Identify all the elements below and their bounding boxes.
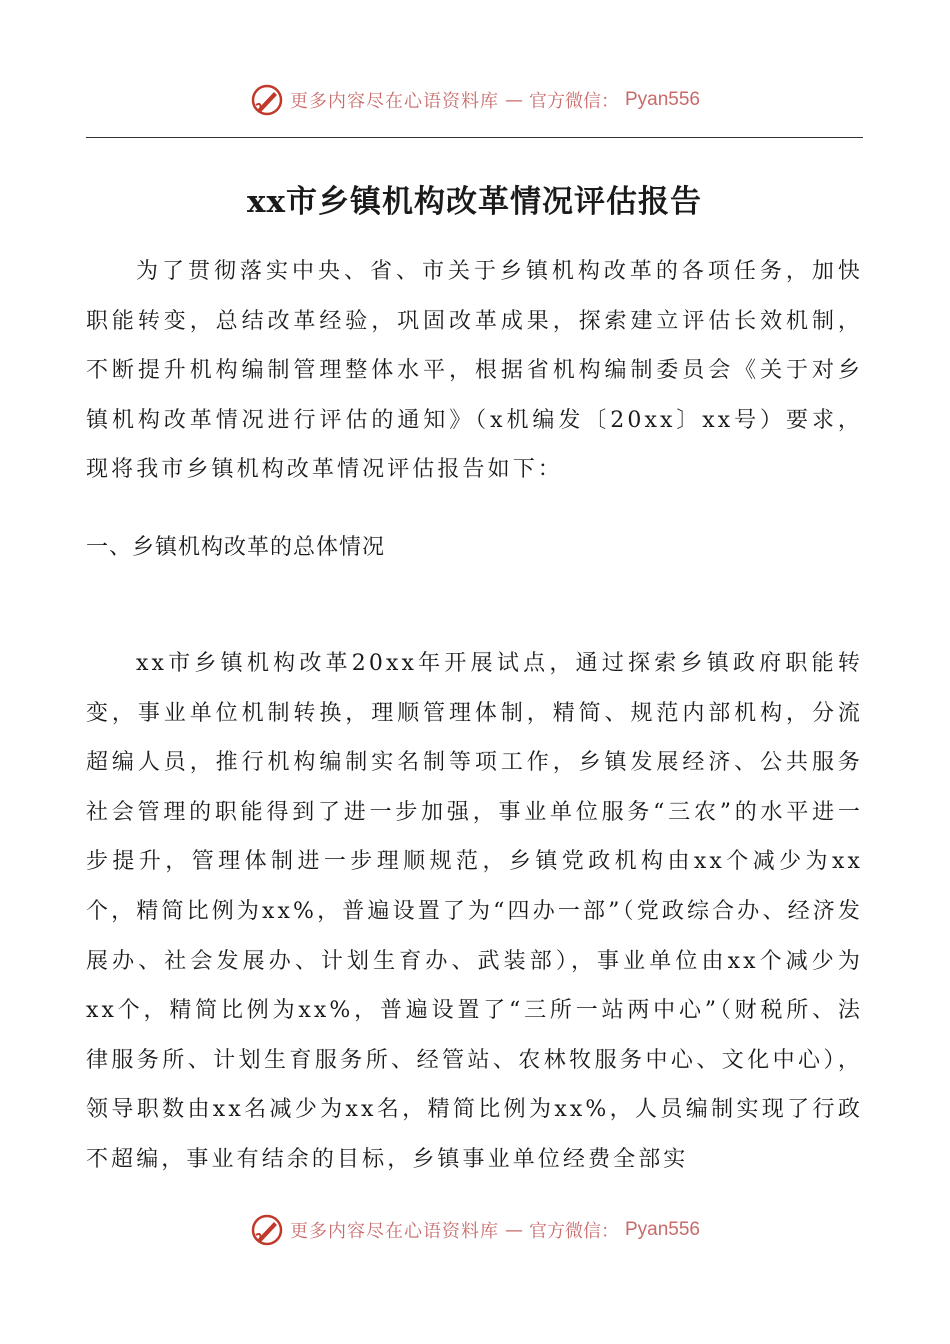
- body-paragraph: xx市乡镇机构改革20xx年开展试点，通过探索乡镇政府职能转变，事业单位机制转换，理顺管理体制，精简、规范内部机构，分流超编人员，推行机构编制实名制等项工作，乡镇发展经济、公共服务社会管理的职能得到了进一步加强，事业单位服务“三农”的水平进一步提升，管理体制进一步理顺规范，乡镇党政机构由xx个减少为xx个，精简比例为xx%，普遍设置了为“四办一部”（党政综合办、经济发展办、社会发展办、计划生育办、武装部），事业单位由xx个减少为xx个，精简比例为xx%，普遍设置了“三所一站两中心”（财税所、法律服务所、计划生育服务所、经管站、农林牧服务中心、文化中心），领导职数由xx名减少为xx名，精简比例为xx%，人员编制实现了行政不超编，事业有结余的目标，乡镇事业单位经费全部实: [86, 651, 863, 1172]
- document-title: xx市乡镇机构改革情况评估报告: [247, 184, 702, 220]
- watermark-wechat-id: Pyan556: [624, 1219, 700, 1240]
- pen-logo-icon: [250, 83, 284, 117]
- watermark-separator: —: [504, 89, 523, 111]
- header-divider: [86, 137, 863, 138]
- section-heading: 一、乡镇机构改革的总体情况: [86, 535, 386, 560]
- footer-watermark: [0, 1210, 950, 1250]
- watermark-wechat-id: Pyan556: [624, 89, 700, 110]
- watermark-wechat-label: 官方微信：: [528, 1221, 619, 1242]
- watermark-text: 更多内容尽在心语资料库: [289, 1221, 499, 1242]
- pen-logo-icon: [250, 1213, 284, 1247]
- watermark-text: 更多内容尽在心语资料库: [289, 91, 499, 112]
- watermark-separator: —: [504, 1219, 523, 1241]
- watermark-wechat-label: 官方微信：: [528, 91, 619, 112]
- header-watermark: [0, 80, 950, 120]
- intro-paragraph: 为了贯彻落实中央、省、市关于乡镇机构改革的各项任务，加快职能转变，总结改革经验，巩固改革成果，探索建立评估长效机制，不断提升机构编制管理整体水平，根据省机构编制委员会《关于对乡镇机构改革情况进行评估的通知》（x机编发〔20xx〕xx号）要求，现将我市乡镇机构改革情况评估报告如下：: [86, 259, 863, 483]
